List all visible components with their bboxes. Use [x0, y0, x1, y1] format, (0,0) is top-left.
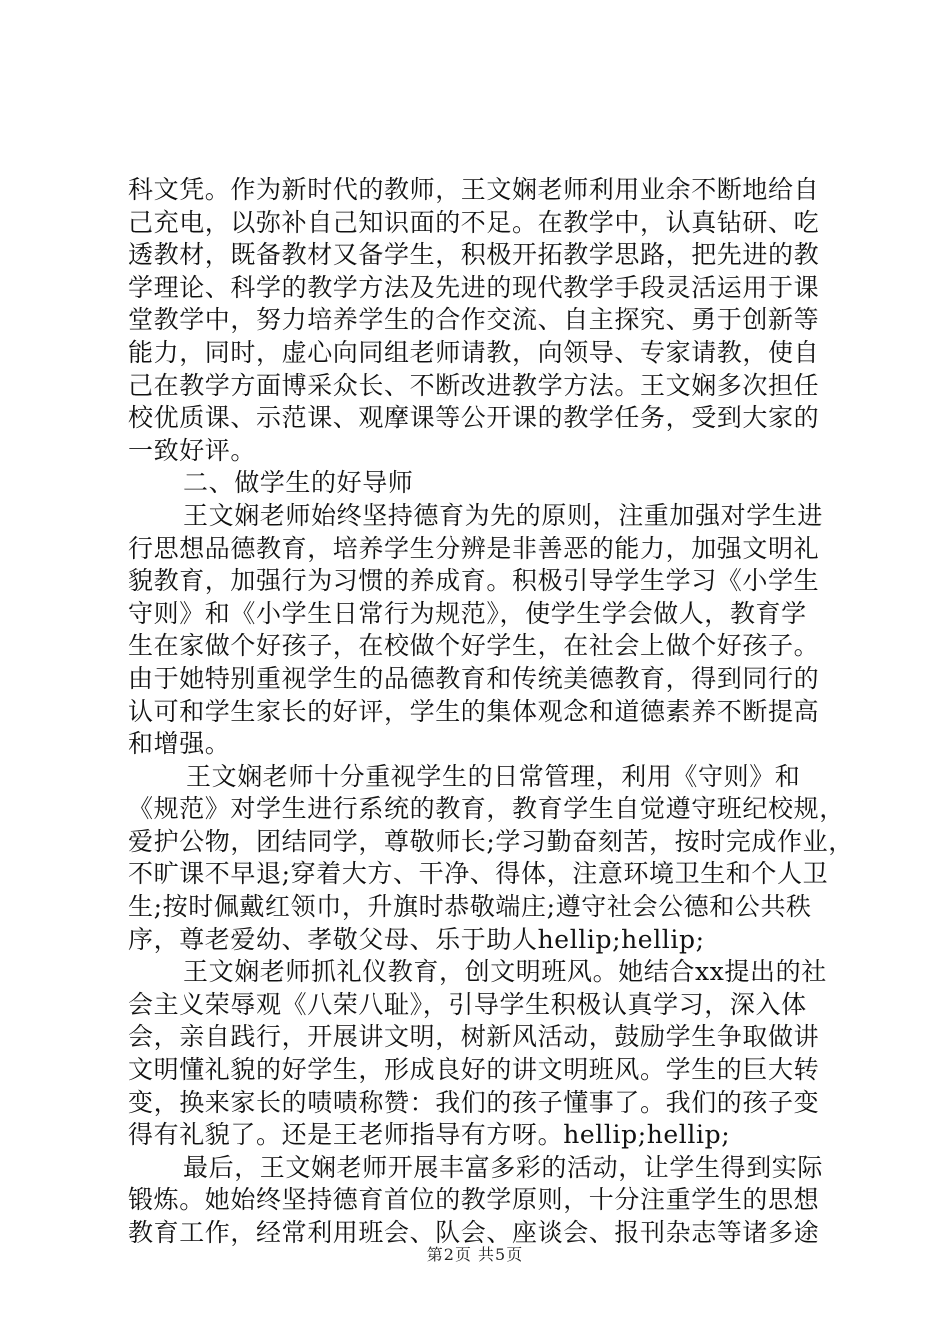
text-line: 教育工作，经常利用班会、队会、座谈会、报刊杂志等诸多途: [128, 1218, 820, 1247]
page-number-footer: 第2页 共5页: [426, 1245, 524, 1264]
text-line: 王文娴老师始终坚持德育为先的原则，注重加强对学生进: [183, 500, 824, 530]
text-line: 锻炼。她始终坚持德育首位的教学原则，十分注重学生的思想: [128, 1185, 820, 1215]
text-line: 貌教育，加强行为习惯的养成育。积极引导学生学习《小学生: [128, 566, 820, 596]
text-line: 王文娴老师抓礼仪教育，创文明班风。她结合xx提出的社: [183, 957, 827, 987]
text-line: 会主义荣辱观《八荣八耻》，引导学生积极认真学习，深入体: [128, 989, 807, 1019]
text-line: 文明懂礼貌的好学生，形成良好的讲文明班风。学生的巨大转: [128, 1055, 820, 1085]
text-line: 《规范》对学生进行系统的教育，教育学生自觉遵守班纪校规，: [128, 794, 845, 824]
text-line: 变，换来家长的啧啧称赞：我们的孩子懂事了。我们的孩子变: [128, 1087, 820, 1117]
section-heading: 二、做学生的好导师: [183, 468, 414, 498]
text-line: 生;按时佩戴红领巾，升旗时恭敬端庄;遵守社会公德和公共秩: [128, 892, 812, 922]
text-line: 透教材，既备教材又备学生，积极开拓教学思路，把先进的教: [128, 240, 820, 270]
text-line: 守则》和《小学生日常行为规范》，使学生学会做人，教育学: [128, 598, 807, 628]
text-line: 科文凭。作为新时代的教师，王文娴老师利用业余不断地给自: [128, 175, 820, 204]
text-line: 最后，王文娴老师开展丰富多彩的活动，让学生得到实际: [183, 1152, 824, 1182]
text-line: 能力，同时，虚心向同组老师请教，向领导、专家请教，使自: [128, 337, 820, 367]
text-line: 认可和学生家长的好评，学生的集体观念和道德素养不断提高: [128, 696, 820, 726]
text-line: 爱护公物，团结同学，尊敬师长;学习勤奋刻苦，按时完成作业，: [128, 826, 854, 856]
text-line: 不旷课不早退;穿着大方、干净、得体，注意环境卫生和个人卫: [128, 859, 829, 889]
text-line: 序，尊老爱幼、孝敬父母、乐于助人hellip;hellip;: [128, 924, 705, 954]
text-line: 己在教学方面博采众长、不断改进教学方法。王文娴多次担任: [128, 370, 820, 400]
text-line: 得有礼貌了。还是王老师指导有方呀。hellip;hellip;: [128, 1120, 731, 1150]
text-line: 学理论、科学的教学方法及先进的现代教学手段灵活运用于课: [128, 272, 820, 302]
text-line: 行思想品德教育，培养学生分辨是非善恶的能力，加强文明礼: [128, 533, 820, 563]
text-line: 和增强。: [128, 729, 231, 759]
text-line: 由于她特别重视学生的品德教育和传统美德教育，得到同行的: [128, 663, 820, 693]
text-line: 己充电，以弥补自己知识面的不足。在教学中，认真钻研、吃: [128, 207, 820, 237]
text-line: 会，亲自践行，开展讲文明，树新风活动，鼓励学生争取做讲: [128, 1022, 820, 1052]
text-line: 生在家做个好孩子，在校做个好学生，在社会上做个好孩子。: [128, 631, 820, 661]
text-line: 王文娴老师十分重视学生的日常管理，利用《守则》和: [186, 761, 801, 791]
text-line: 一致好评。: [128, 435, 257, 465]
text-line: 校优质课、示范课、观摩课等公开课的教学任务，受到大家的: [128, 403, 820, 433]
text-line: 堂教学中，努力培养学生的合作交流、自主探究、勇于创新等: [128, 305, 820, 335]
body-text: [128, 174, 854, 1250]
